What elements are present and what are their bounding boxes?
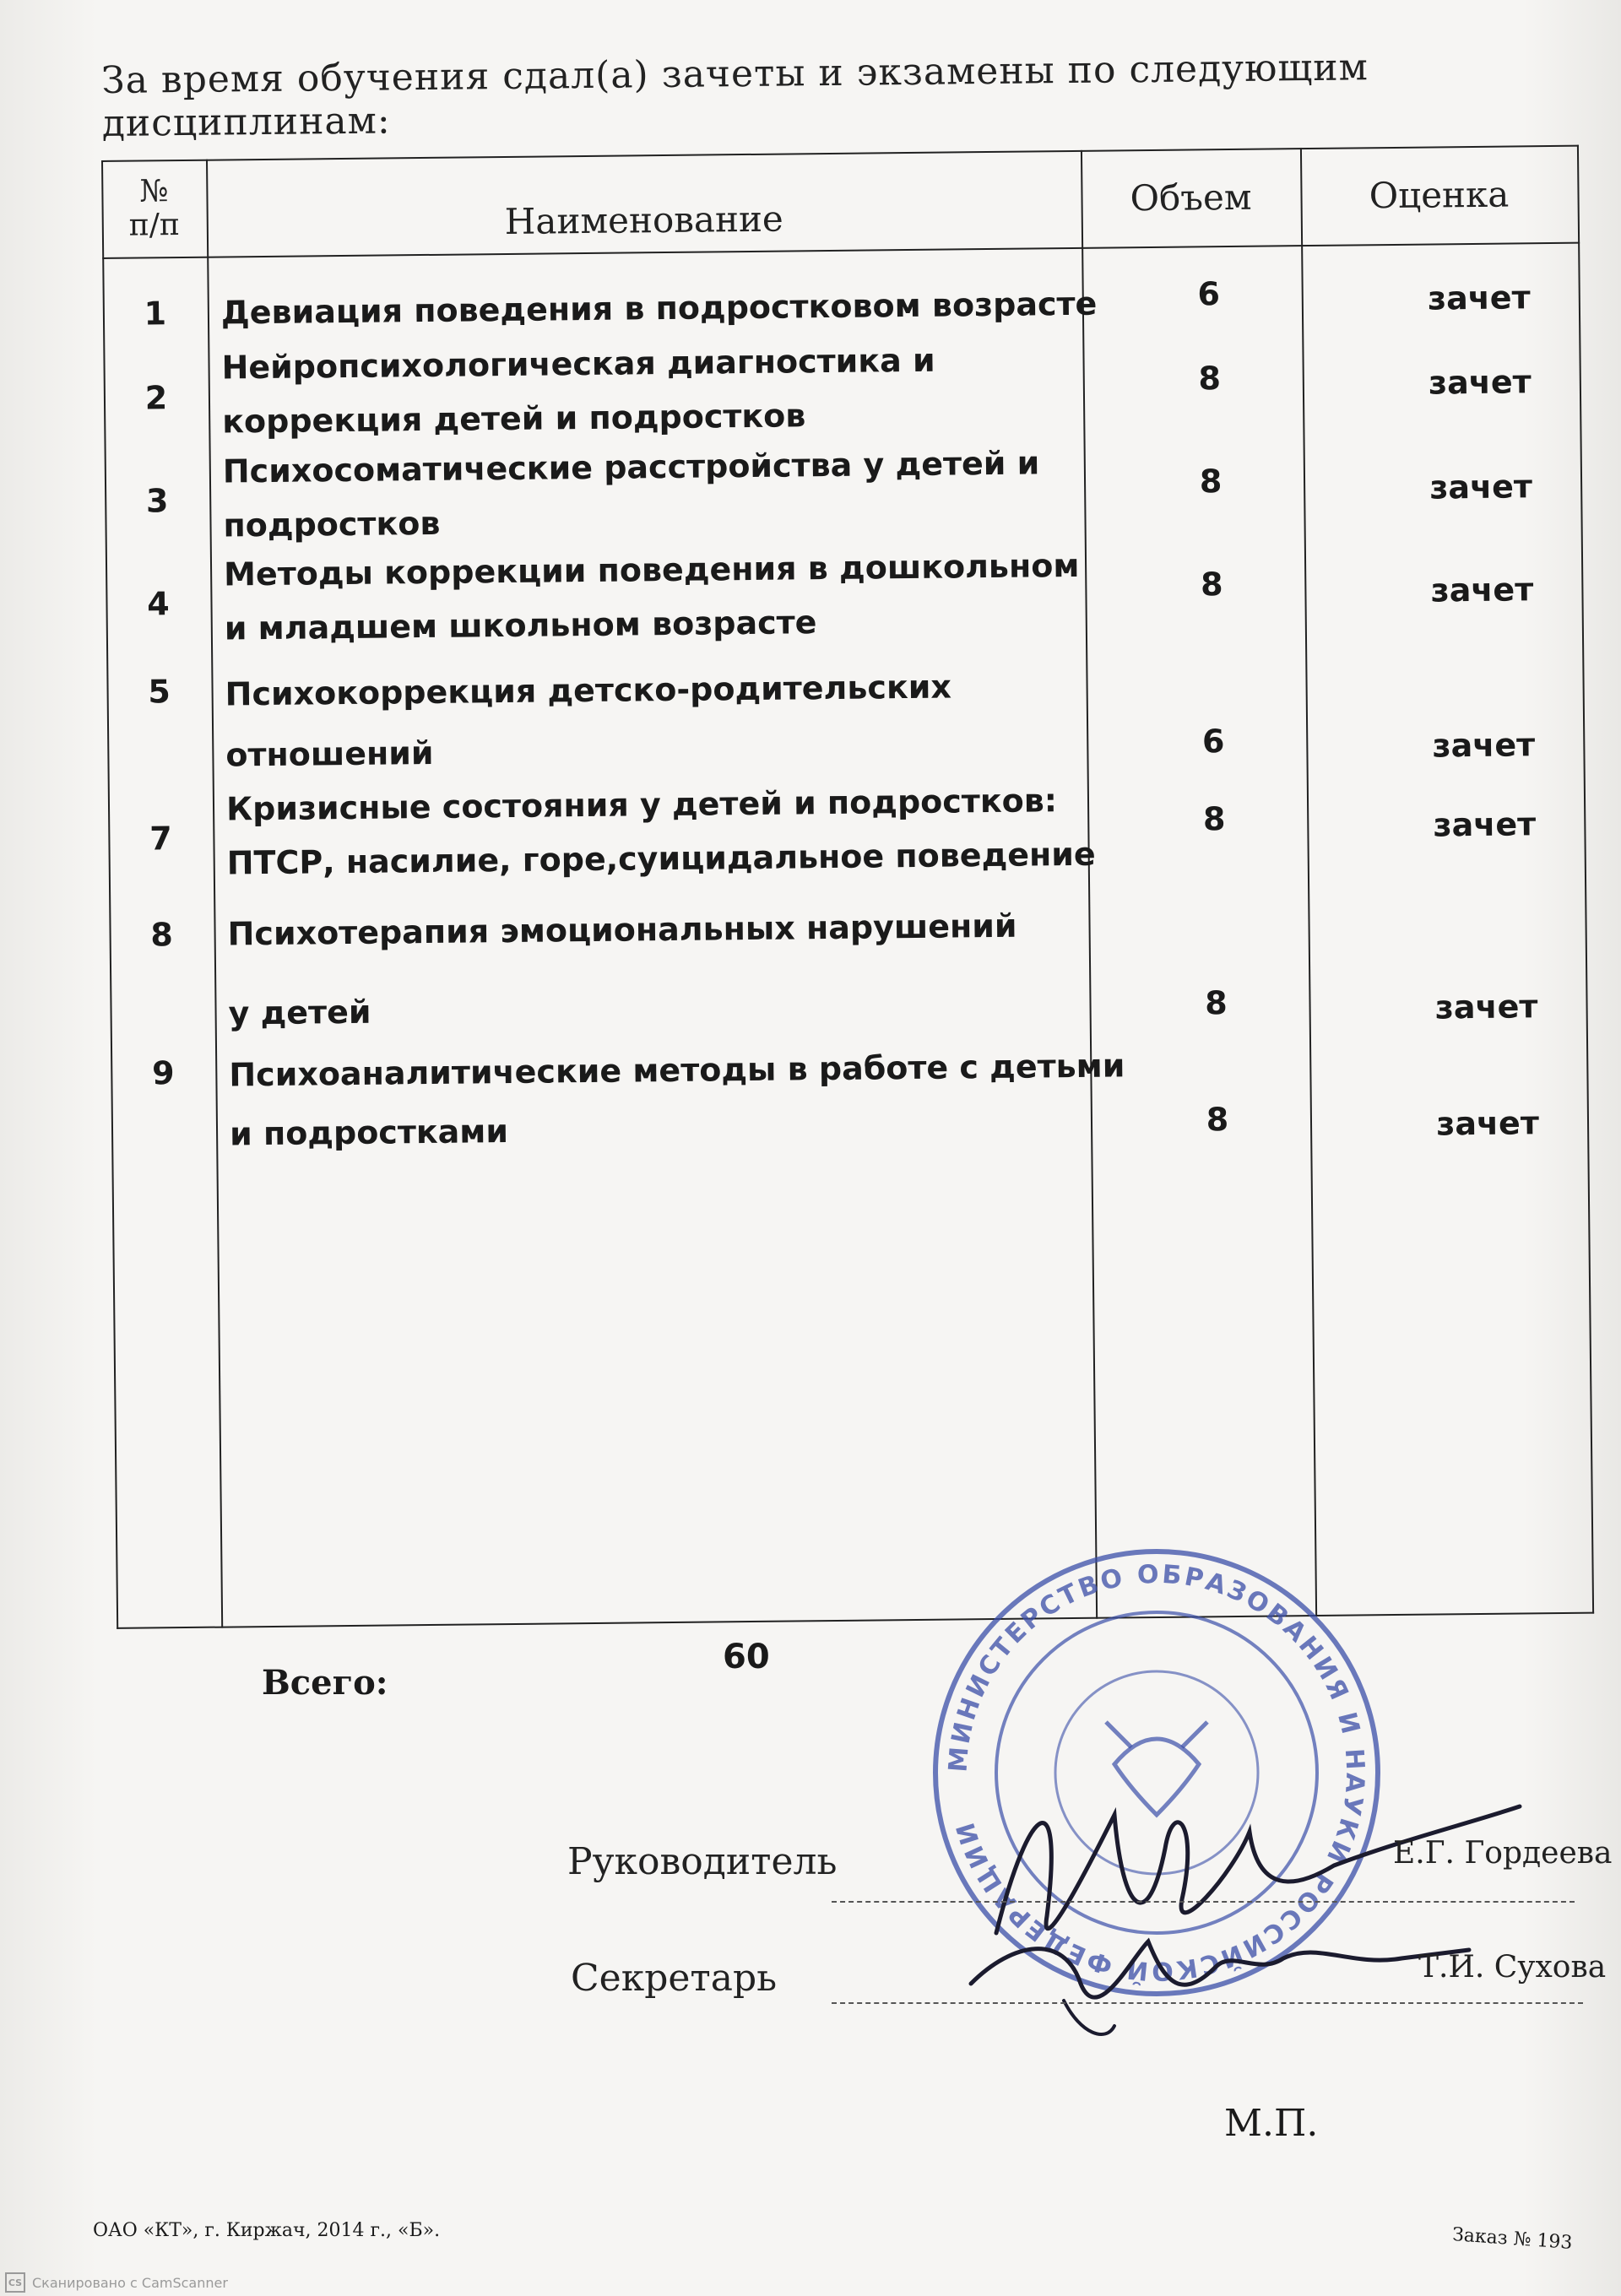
row-2-name: Нейропсихологическая диагностика и коррекция детей и подростков [221, 341, 935, 441]
row-1-num: 1 [144, 295, 167, 333]
header-volume: Объем [1130, 176, 1252, 219]
row-1-volume: 6 [1197, 275, 1221, 313]
page-heading: За время обучения сдал(а) зачеты и экзамены по следующим дисциплинам: [101, 46, 1369, 145]
row-8-num: 8 [150, 916, 174, 954]
order-number: Заказ № 193 [1451, 2224, 1574, 2254]
row-7-name: Кризисные состояния у детей и подростков: ПТСР, насилие, горе,суицидальное поведение [225, 782, 1096, 882]
header-num: № п/п [128, 173, 181, 243]
row-3-name: Психосоматические расстройства у детей и подростков [222, 444, 1040, 544]
row-9-name: Психоаналитические методы в работе с детьми и подростками [229, 1047, 1125, 1153]
row-5-name: Психокоррекция детско-родительских отношений [225, 668, 952, 774]
row-1-grade: зачет [1427, 279, 1531, 317]
row-2-grade: зачет [1428, 363, 1532, 402]
seal-text: МИНИСТЕРСТВО ОБРАЗОВАНИЯ И НАУКИ РОССИЙСКОЙ ФЕДЕРАЦИИ [943, 1559, 1370, 1986]
table-divider-num [206, 160, 223, 1628]
header-grade: Оценка [1369, 173, 1510, 216]
director-label: Руководитель [567, 1840, 838, 1883]
disciplines-table [101, 145, 1594, 1629]
row-4-name: Методы коррекции поведения в дошкольном и младшем школьном возрасте [223, 546, 1080, 647]
secretary-name: Т.И. Сухова [1418, 1950, 1607, 1985]
printer-imprint: ОАО «КТ», г. Киржач, 2014 г., «Б». [93, 2220, 441, 2241]
signature-scribble-icon [895, 1747, 1537, 2051]
row-9-grade: зачет [1435, 1104, 1540, 1143]
director-name: Е.Г. Гордеева [1393, 1836, 1613, 1871]
row-1-name: Девиация поведения в подростковом возрасте [220, 284, 1098, 332]
table-divider-volume [1300, 148, 1317, 1616]
secretary-label: Секретарь [571, 1957, 778, 2000]
row-4-num: 4 [147, 585, 170, 623]
row-9-num: 9 [151, 1054, 175, 1092]
row-7-volume: 8 [1202, 800, 1226, 838]
row-7-num: 7 [149, 820, 172, 858]
secretary-signature-line [832, 2002, 1583, 2004]
row-5-volume: 6 [1201, 723, 1225, 761]
stamp-place-mark: М.П. [1224, 2102, 1319, 2145]
scanner-text: Сканировано с CamScanner [32, 2274, 228, 2291]
row-3-grade: зачет [1429, 468, 1533, 506]
row-4-grade: зачет [1430, 571, 1534, 609]
scanner-watermark [5, 2272, 228, 2293]
header-name: Наименование [504, 198, 784, 242]
total-label: Всего: [262, 1663, 388, 1703]
total-value: 60 [723, 1638, 770, 1676]
camscanner-logo-icon: CS [5, 2272, 25, 2293]
row-3-volume: 8 [1199, 463, 1223, 501]
row-8-grade: зачет [1434, 988, 1538, 1026]
row-8-volume: 8 [1205, 984, 1228, 1022]
row-8-name-cont: у детей [228, 993, 371, 1032]
row-3-num: 3 [145, 482, 169, 520]
director-signature-line [832, 1901, 1575, 1903]
row-5-grade: зачет [1432, 726, 1536, 765]
row-5-num: 5 [148, 673, 171, 711]
row-7-grade: зачет [1433, 805, 1537, 844]
row-2-volume: 8 [1198, 360, 1222, 398]
row-4-volume: 8 [1200, 566, 1223, 604]
row-8-name: Психотерапия эмоциональных нарушений [227, 907, 1017, 953]
row-2-num: 2 [144, 379, 168, 417]
row-9-volume: 8 [1206, 1101, 1229, 1139]
